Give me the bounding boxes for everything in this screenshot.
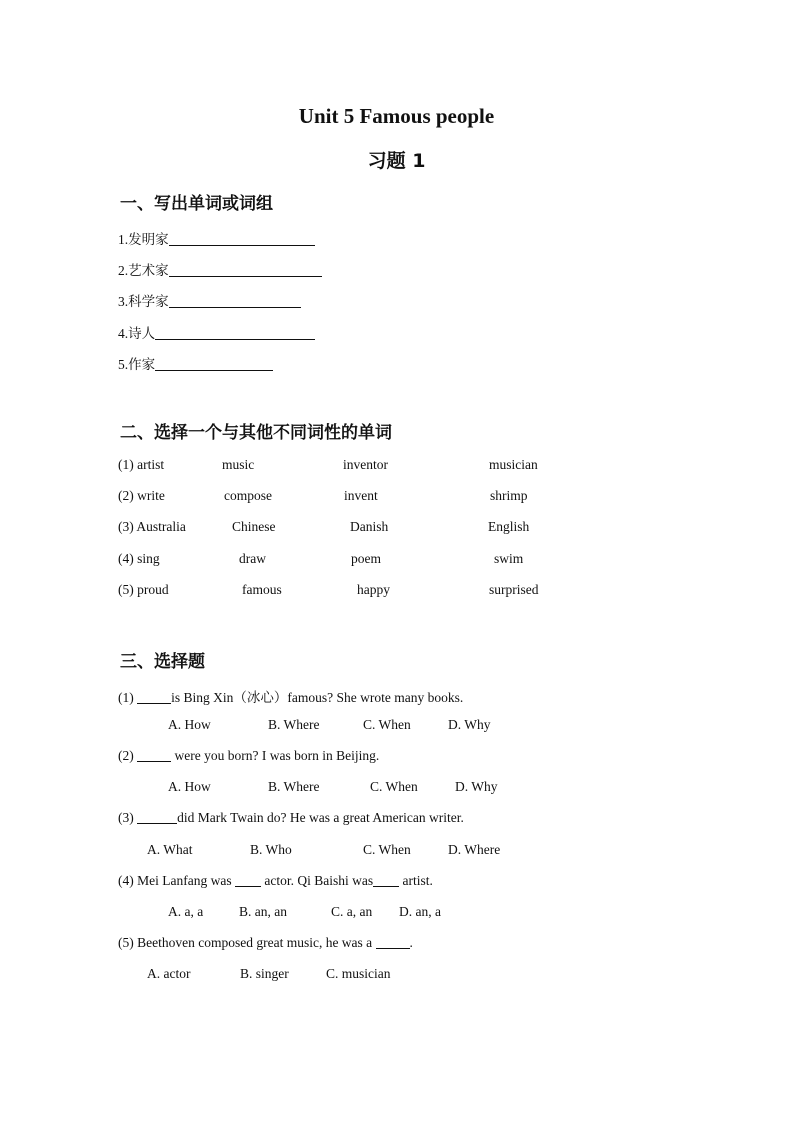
question-5 xyxy=(118,935,413,951)
answer-blank[interactable] xyxy=(376,935,410,949)
q3-option-b[interactable]: B. Who xyxy=(250,842,292,857)
question-3 xyxy=(118,810,464,826)
odd-one-out-row-2-word-4: shrimp xyxy=(490,488,528,503)
question-4 xyxy=(118,873,433,889)
question-4-end: artist. xyxy=(399,873,433,888)
q4-option-b[interactable]: B. an, an xyxy=(239,904,287,919)
odd-one-out-row-4-word-2: draw xyxy=(239,551,266,566)
odd-one-out-row-4-word-4: swim xyxy=(494,551,524,566)
q2-option-d[interactable]: D. Why xyxy=(455,779,498,794)
vocab-item-2 xyxy=(118,259,322,279)
question-2 xyxy=(118,748,379,764)
odd-one-out-row-3-word-1: (3) Australia xyxy=(118,519,186,534)
question-4-middle: actor. Qi Baishi was xyxy=(260,873,374,888)
answer-blank[interactable] xyxy=(155,357,273,371)
odd-one-out-row-3-word-3: Danish xyxy=(350,519,389,534)
odd-one-out-row-1-word-4: musician xyxy=(489,457,538,472)
answer-blank[interactable] xyxy=(169,263,322,277)
answer-blank[interactable] xyxy=(155,326,315,340)
answer-blank[interactable] xyxy=(169,294,301,308)
odd-one-out-row-5-word-1: (5) proud xyxy=(118,582,169,597)
answer-blank[interactable] xyxy=(235,873,261,887)
q4-option-d[interactable]: D. an, a xyxy=(399,904,441,919)
question-3-number: (3) xyxy=(118,810,138,825)
q1-option-b[interactable]: B. Where xyxy=(268,717,320,732)
q2-option-a[interactable]: A. How xyxy=(168,779,211,794)
question-4-lead: (4) Mei Lanfang was xyxy=(118,873,235,888)
q5-option-a[interactable]: A. actor xyxy=(147,966,191,981)
vocab-item-3 xyxy=(118,290,301,310)
q1-option-d[interactable]: D. Why xyxy=(448,717,491,732)
vocab-item-2-label: 2.艺术家 xyxy=(118,263,169,278)
answer-blank[interactable] xyxy=(169,232,315,246)
page-title: Unit 5 Famous people xyxy=(298,104,495,128)
odd-one-out-row-3-word-2: Chinese xyxy=(232,519,276,534)
odd-one-out-row-1-word-2: music xyxy=(222,457,255,472)
q4-option-a[interactable]: A. a, a xyxy=(168,904,204,919)
odd-one-out-row-4-word-3: poem xyxy=(351,551,381,566)
question-1 xyxy=(118,686,463,706)
q2-option-c[interactable]: C. When xyxy=(370,779,418,794)
question-5-lead: (5) Beethoven composed great music, he was a xyxy=(118,935,376,950)
odd-one-out-row-1-word-1: (1) artist xyxy=(118,457,165,472)
question-2-number: (2) xyxy=(118,748,138,763)
q5-option-b[interactable]: B. singer xyxy=(240,966,289,981)
question-1-number: (1) xyxy=(118,690,138,705)
odd-one-out-row-5-word-3: happy xyxy=(357,582,390,597)
vocab-item-4 xyxy=(118,322,315,342)
answer-blank[interactable] xyxy=(137,810,177,824)
section3-heading: 三、选择题 xyxy=(120,652,205,672)
question-1-text: is Bing Xin（冰心）famous? She wrote many books. xyxy=(171,690,464,705)
q1-option-c[interactable]: C. When xyxy=(363,717,411,732)
question-3-text: did Mark Twain do? He was a great American writer. xyxy=(177,810,464,825)
q4-option-c[interactable]: C. a, an xyxy=(331,904,373,919)
vocab-item-5 xyxy=(118,353,273,373)
section1-heading: 一、写出单词或词组 xyxy=(120,194,273,214)
q1-option-a[interactable]: A. How xyxy=(168,717,211,732)
odd-one-out-row-2-word-2: compose xyxy=(224,488,272,503)
q5-option-c[interactable]: C. musician xyxy=(326,966,391,981)
q3-option-c[interactable]: C. When xyxy=(363,842,411,857)
odd-one-out-row-3-word-4: English xyxy=(488,519,530,534)
vocab-item-1-label: 1.发明家 xyxy=(118,232,169,247)
q2-option-b[interactable]: B. Where xyxy=(268,779,320,794)
question-5-end: . xyxy=(409,935,413,950)
q3-option-d[interactable]: D. Where xyxy=(448,842,501,857)
vocab-item-3-label: 3.科学家 xyxy=(118,294,169,309)
odd-one-out-row-2-word-1: (2) write xyxy=(118,488,165,503)
question-2-text: were you born? I was born in Beijing. xyxy=(171,748,380,763)
odd-one-out-row-5-word-4: surprised xyxy=(489,582,539,597)
answer-blank[interactable] xyxy=(373,873,399,887)
q3-option-a[interactable]: A. What xyxy=(147,842,193,857)
vocab-item-4-label: 4.诗人 xyxy=(118,326,156,341)
odd-one-out-row-5-word-2: famous xyxy=(242,582,282,597)
answer-blank[interactable] xyxy=(137,690,171,704)
exercise-title: 习题 1 xyxy=(367,150,426,172)
section2-heading: 二、选择一个与其他不同词性的单词 xyxy=(120,423,392,443)
odd-one-out-row-4-word-1: (4) sing xyxy=(118,551,160,566)
odd-one-out-row-1-word-3: inventor xyxy=(343,457,388,472)
answer-blank[interactable] xyxy=(137,748,171,762)
odd-one-out-row-2-word-3: invent xyxy=(344,488,378,503)
vocab-item-5-label: 5.作家 xyxy=(118,357,156,372)
vocab-item-1 xyxy=(118,228,315,248)
